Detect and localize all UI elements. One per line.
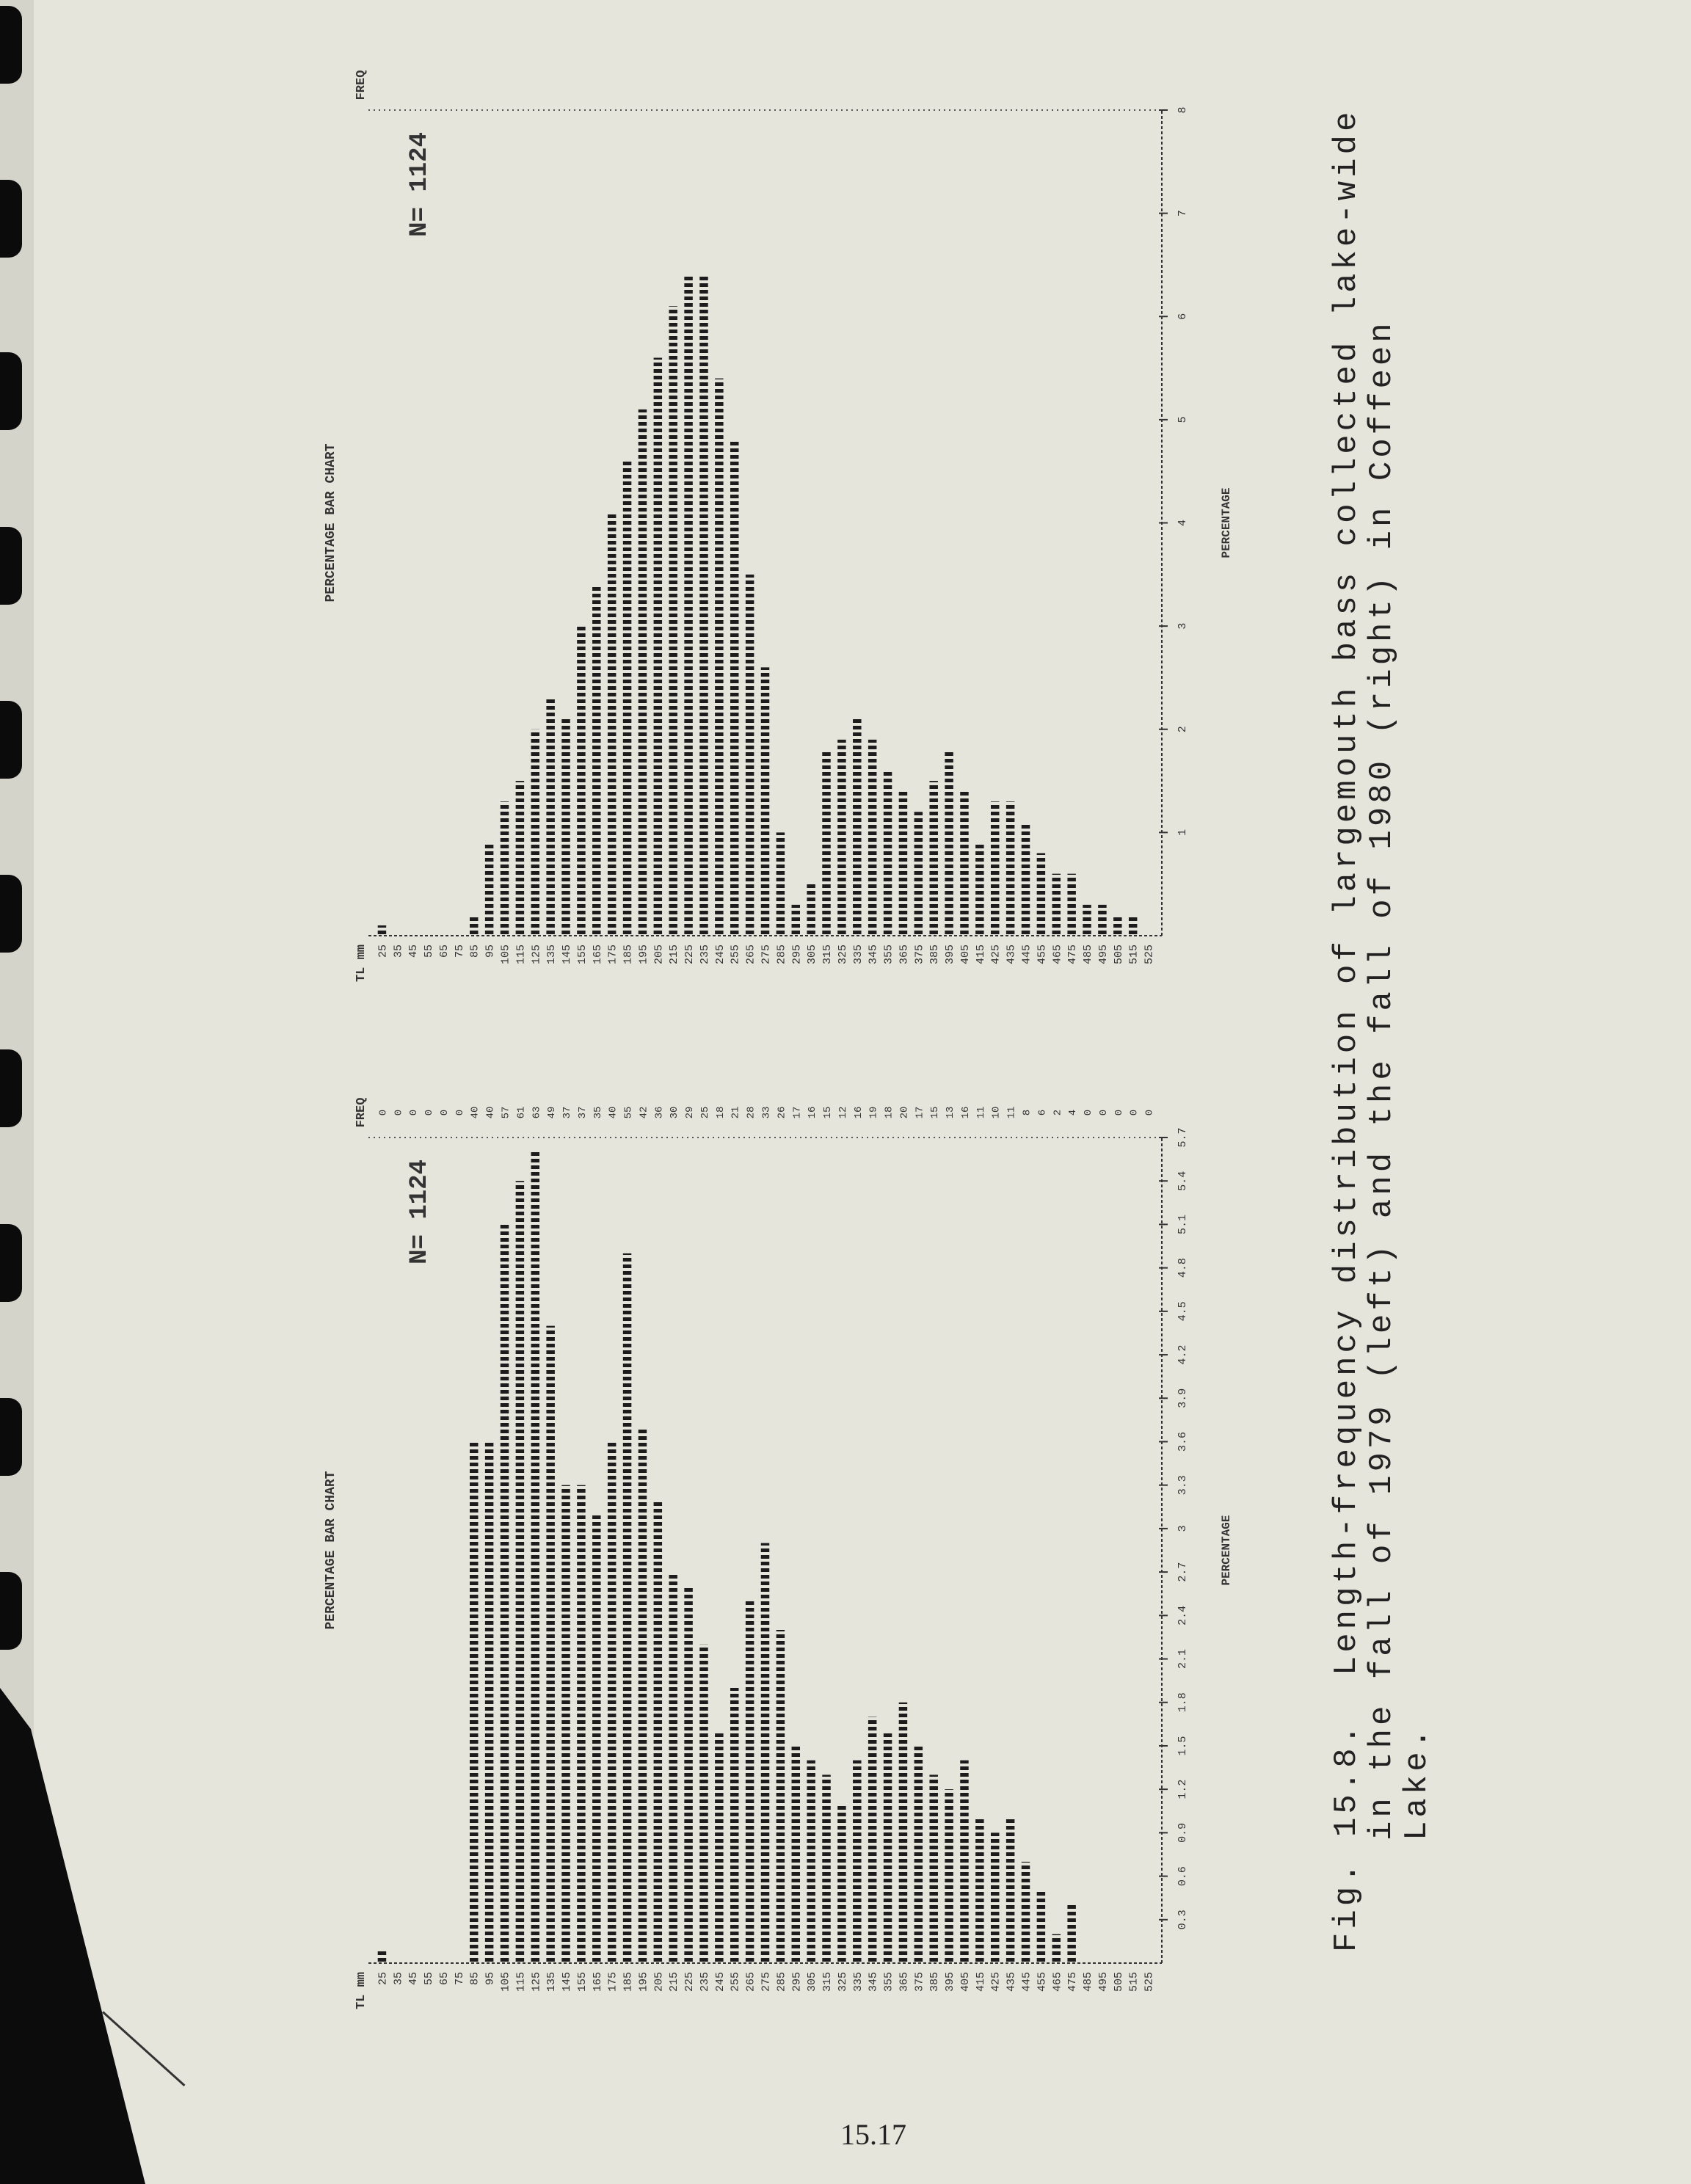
c0-category-label: 405 — [959, 1972, 972, 1992]
figure-caption — [1328, 108, 1563, 1952]
c0-category-label: 175 — [606, 1972, 619, 1992]
c1-category-label: 175 — [606, 944, 619, 965]
c0-freq-label: 40 — [484, 1106, 497, 1119]
c1-x-tick-label: 7 — [1177, 210, 1189, 217]
c0-x-tick-label: 2.4 — [1177, 1605, 1189, 1626]
c0-category-label: 195 — [637, 1972, 650, 1992]
c0-freq-label: 42 — [638, 1106, 650, 1119]
c0-category-label: 365 — [898, 1972, 911, 1992]
c0-freq-label: 16 — [807, 1106, 819, 1119]
c0-freq-label: 0 — [408, 1109, 421, 1116]
c0-category-label: 65 — [437, 1972, 451, 1986]
c1-category-label: 435 — [1005, 944, 1018, 965]
c0-x-tick-label: 0.3 — [1177, 1910, 1189, 1930]
c1-category-label: 495 — [1097, 944, 1110, 965]
c1-category-label: 325 — [836, 944, 849, 965]
c1-category-label: 195 — [637, 944, 650, 965]
c1-category-label: 505 — [1112, 944, 1125, 965]
c0-category-label: 355 — [882, 1972, 895, 1992]
binder-hole — [0, 352, 22, 430]
c0-chart-title: PERCENTAGE BAR CHART — [324, 1471, 338, 1630]
c0-freq-label: 26 — [776, 1106, 788, 1119]
c0-freq-label: 36 — [653, 1106, 666, 1119]
c0-category-label: 205 — [652, 1972, 666, 1992]
c0-freq-label: 33 — [760, 1106, 773, 1119]
c0-freq-label: 15 — [929, 1106, 942, 1119]
c1-category-label: 305 — [806, 944, 819, 965]
caption-line-1: Fig. 15.8. Length-frequency distribution of largemouth bass collected lake-wide — [1328, 108, 1365, 1952]
c0-freq-label: 61 — [515, 1106, 528, 1119]
c0-freq-label: 11 — [975, 1106, 987, 1119]
c0-category-label: 295 — [790, 1972, 804, 1992]
c1-category-label: 145 — [561, 944, 574, 965]
c0-freq-label: 28 — [745, 1106, 757, 1119]
c0-category-label: 315 — [821, 1972, 834, 1992]
c1-category-label: 425 — [989, 944, 1003, 965]
c0-category-label: 265 — [744, 1972, 757, 1992]
c1-x-tick-label: 3 — [1177, 622, 1189, 630]
c0-n-annotation: N= 1124 — [406, 1160, 434, 1264]
c0-category-label: 485 — [1082, 1972, 1095, 1992]
c0-category-label: 135 — [545, 1972, 559, 1992]
c0-freq-label: 20 — [898, 1106, 911, 1119]
c1-category-label: 225 — [683, 944, 697, 965]
c0-x-tick-label: 5.7 — [1177, 1127, 1189, 1148]
c1-category-label: 385 — [928, 944, 942, 965]
c0-freq-label: 55 — [622, 1106, 635, 1119]
c0-x-tick-label: 5.4 — [1177, 1171, 1189, 1191]
c0-category-label: 105 — [499, 1972, 512, 1992]
c1-category-label: 35 — [392, 944, 405, 958]
c0-freq-label: 49 — [546, 1106, 559, 1119]
c1-category-label: 255 — [729, 944, 742, 965]
c0-freq-label: 35 — [592, 1106, 604, 1119]
c0-freq-label: 16 — [959, 1106, 972, 1119]
c1-n-annotation: N= 1124 — [406, 132, 434, 237]
c0-freq-label: 0 — [1128, 1109, 1141, 1116]
chart-svg-1979 — [305, 1071, 1259, 2073]
c0-category-label: 75 — [453, 1972, 466, 1986]
c0-category-label: 465 — [1051, 1972, 1064, 1992]
c1-category-label: 355 — [882, 944, 895, 965]
c1-category-label: 135 — [545, 944, 559, 965]
c0-freq-label: 0 — [377, 1109, 390, 1116]
c0-freq-label: 19 — [868, 1106, 880, 1119]
c1-x-tick-label: 4 — [1177, 519, 1189, 527]
c0-category-label: 255 — [729, 1972, 742, 1992]
c0-x-tick-label: 2.7 — [1177, 1562, 1189, 1582]
c0-freq-label: 0 — [423, 1109, 436, 1116]
c0-x-tick-label: 2.1 — [1177, 1649, 1189, 1670]
c0-category-label: 165 — [591, 1972, 604, 1992]
c1-x-tick-label: 8 — [1177, 106, 1189, 114]
c0-category-label: 125 — [530, 1972, 543, 1992]
c1-category-label: 265 — [744, 944, 757, 965]
c0-category-label: 425 — [989, 1972, 1003, 1992]
scan-shadow — [0, 1688, 220, 2184]
c0-category-label: 235 — [698, 1972, 711, 1992]
c0-freq-label: 0 — [1097, 1109, 1110, 1116]
c1-category-label: 125 — [530, 944, 543, 965]
c1-category-label: 235 — [698, 944, 711, 965]
caption-line-3: Lake. — [1399, 1725, 1436, 1841]
c0-freq-label: 0 — [438, 1109, 451, 1116]
c1-category-label: 295 — [790, 944, 804, 965]
c0-category-label: 495 — [1097, 1972, 1110, 1992]
c0-x-axis-label: PERCENTAGE — [1220, 1515, 1233, 1586]
binder-hole — [0, 180, 22, 258]
c0-x-tick-label: 4.8 — [1177, 1258, 1189, 1278]
c1-category-label: 465 — [1051, 944, 1064, 965]
c1-category-label: 395 — [944, 944, 957, 965]
c1-category-label: 95 — [484, 944, 497, 958]
c1-category-label: 375 — [913, 944, 926, 965]
c1-category-label: 65 — [437, 944, 451, 958]
c0-x-tick-label: 5.1 — [1177, 1214, 1189, 1234]
c0-category-label: 455 — [1036, 1972, 1049, 1992]
c1-category-label: 365 — [898, 944, 911, 965]
c0-category-label: 515 — [1127, 1972, 1141, 1992]
c0-category-label: 185 — [622, 1972, 635, 1992]
c1-category-label: 415 — [974, 944, 987, 965]
c0-category-label: 325 — [836, 1972, 849, 1992]
binder-hole — [0, 1398, 22, 1476]
c1-category-label: 275 — [760, 944, 773, 965]
c1-x-tick-label: 2 — [1177, 726, 1189, 733]
c1-x-axis-label: PERCENTAGE — [1220, 487, 1233, 558]
c0-x-tick-label: 1.8 — [1177, 1692, 1189, 1713]
c1-category-label: 445 — [1020, 944, 1033, 965]
c1-category-label: 185 — [622, 944, 635, 965]
c0-category-label: 445 — [1020, 1972, 1033, 1992]
c0-category-label: 475 — [1066, 1972, 1080, 1992]
c1-x-tick-label: 5 — [1177, 416, 1189, 423]
c0-freq-label: 17 — [791, 1106, 804, 1119]
c0-freq-label: 4 — [1067, 1109, 1080, 1116]
c0-x-tick-label: 3.3 — [1177, 1475, 1189, 1496]
c0-category-label: 415 — [974, 1972, 987, 1992]
c1-category-label: 55 — [423, 944, 436, 958]
c0-freq-label: 25 — [699, 1106, 711, 1119]
c1-category-label: 75 — [453, 944, 466, 958]
c1-category-label: 285 — [775, 944, 788, 965]
c1-category-label: 245 — [713, 944, 727, 965]
c0-category-label: 25 — [377, 1972, 390, 1986]
c1-category-label: 205 — [652, 944, 666, 965]
c0-category-label: 435 — [1005, 1972, 1018, 1992]
c0-count-header: FREQ — [354, 1097, 368, 1128]
c1-category-label: 475 — [1066, 944, 1080, 965]
c0-category-label: 55 — [423, 1972, 436, 1986]
c1-category-label: 455 — [1036, 944, 1049, 965]
c0-category-label: 335 — [851, 1972, 865, 1992]
c0-x-tick-label: 0.9 — [1177, 1822, 1189, 1843]
c0-freq-label: 18 — [714, 1106, 727, 1119]
c1-category-label: 525 — [1143, 944, 1156, 965]
binder-hole — [0, 6, 22, 84]
c0-category-label: 215 — [668, 1972, 681, 1992]
c0-freq-label: 40 — [607, 1106, 619, 1119]
c0-freq-label: 21 — [730, 1106, 742, 1119]
c0-freq-label: 30 — [669, 1106, 681, 1119]
c0-x-tick-label: 3.6 — [1177, 1431, 1189, 1452]
c1-x-tick-label: 1 — [1177, 829, 1189, 836]
c0-category-label: 345 — [867, 1972, 880, 1992]
c1-category-label: 405 — [959, 944, 972, 965]
c0-freq-label: 57 — [500, 1106, 512, 1119]
c0-freq-label: 12 — [837, 1106, 849, 1119]
c1-category-label: 345 — [867, 944, 880, 965]
c0-x-tick-label: 0.6 — [1177, 1866, 1189, 1887]
binder-hole — [0, 1049, 22, 1127]
c0-freq-label: 16 — [852, 1106, 865, 1119]
c0-freq-label: 0 — [1113, 1109, 1125, 1116]
c0-category-label: 305 — [806, 1972, 819, 1992]
c0-category-label: 525 — [1143, 1972, 1156, 1992]
binder-hole — [0, 527, 22, 605]
c1-category-label: 215 — [668, 944, 681, 965]
binder-hole — [0, 1224, 22, 1302]
c0-freq-label: 13 — [945, 1106, 957, 1119]
c1-category-label: 515 — [1127, 944, 1141, 965]
c0-freq-label: 2 — [1052, 1109, 1064, 1116]
c0-x-tick-label: 3.9 — [1177, 1388, 1189, 1408]
c0-x-tick-label: 3 — [1177, 1525, 1189, 1532]
c1-category-label: 105 — [499, 944, 512, 965]
c1-chart-title: PERCENTAGE BAR CHART — [324, 443, 338, 603]
c0-category-label: 155 — [575, 1972, 589, 1992]
binder-hole — [0, 875, 22, 953]
c0-category-header: TL mm — [354, 1972, 368, 2010]
c1-category-label: 45 — [407, 944, 421, 958]
c0-freq-label: 6 — [1036, 1109, 1049, 1116]
c0-category-label: 375 — [913, 1972, 926, 1992]
c0-freq-label: 17 — [914, 1106, 926, 1119]
c0-freq-label: 40 — [469, 1106, 481, 1119]
c0-freq-label: 15 — [822, 1106, 834, 1119]
c0-category-label: 245 — [713, 1972, 727, 1992]
c0-category-label: 385 — [928, 1972, 942, 1992]
c0-freq-label: 0 — [1083, 1109, 1095, 1116]
c0-x-tick-label: 1.5 — [1177, 1736, 1189, 1756]
c1-category-label: 85 — [468, 944, 481, 958]
c0-category-label: 35 — [392, 1972, 405, 1986]
c0-freq-label: 29 — [684, 1106, 697, 1119]
caption-line-2: in the fall of 1979 (left) and the fall of 1980 (right) in Coffeen — [1364, 319, 1400, 1841]
c1-category-label: 335 — [851, 944, 865, 965]
c0-x-tick-label: 4.2 — [1177, 1344, 1189, 1365]
c0-freq-label: 0 — [1143, 1109, 1156, 1116]
c0-x-tick-label: 1.2 — [1177, 1779, 1189, 1799]
c0-category-label: 115 — [514, 1972, 528, 1992]
c0-category-label: 45 — [407, 1972, 421, 1986]
c0-category-label: 225 — [683, 1972, 697, 1992]
c1-category-label: 315 — [821, 944, 834, 965]
c1-count-header: FREQ — [354, 70, 368, 101]
c0-category-label: 505 — [1112, 1972, 1125, 1992]
chart-svg-1980 — [305, 44, 1259, 1046]
c0-freq-label: 37 — [561, 1106, 574, 1119]
c1-category-label: 115 — [514, 944, 528, 965]
c0-x-tick-label: 4.5 — [1177, 1301, 1189, 1322]
page-number: 15.17 — [840, 2118, 906, 2151]
c0-freq-label: 18 — [883, 1106, 895, 1119]
c0-freq-label: 0 — [393, 1109, 405, 1116]
c1-category-label: 165 — [591, 944, 604, 965]
c0-freq-label: 10 — [990, 1106, 1003, 1119]
c1-x-tick-label: 6 — [1177, 313, 1189, 320]
chart-fall-1979 — [305, 1071, 1259, 2073]
c1-category-label: 25 — [377, 944, 390, 958]
c0-category-label: 95 — [484, 1972, 497, 1986]
c1-category-label: 485 — [1082, 944, 1095, 965]
c0-freq-label: 8 — [1021, 1109, 1033, 1116]
c0-freq-label: 37 — [576, 1106, 589, 1119]
c0-category-label: 285 — [775, 1972, 788, 1992]
c1-category-label: 155 — [575, 944, 589, 965]
c0-category-label: 395 — [944, 1972, 957, 1992]
c0-category-label: 85 — [468, 1972, 481, 1986]
binder-hole — [0, 1572, 22, 1650]
c0-freq-label: 0 — [454, 1109, 466, 1116]
c0-freq-label: 63 — [531, 1106, 543, 1119]
chart-fall-1980 — [305, 44, 1259, 1046]
c0-freq-label: 11 — [1005, 1106, 1018, 1119]
c0-category-label: 275 — [760, 1972, 773, 1992]
binder-hole — [0, 701, 22, 779]
c1-category-header: TL mm — [354, 944, 368, 983]
c0-category-label: 145 — [561, 1972, 574, 1992]
